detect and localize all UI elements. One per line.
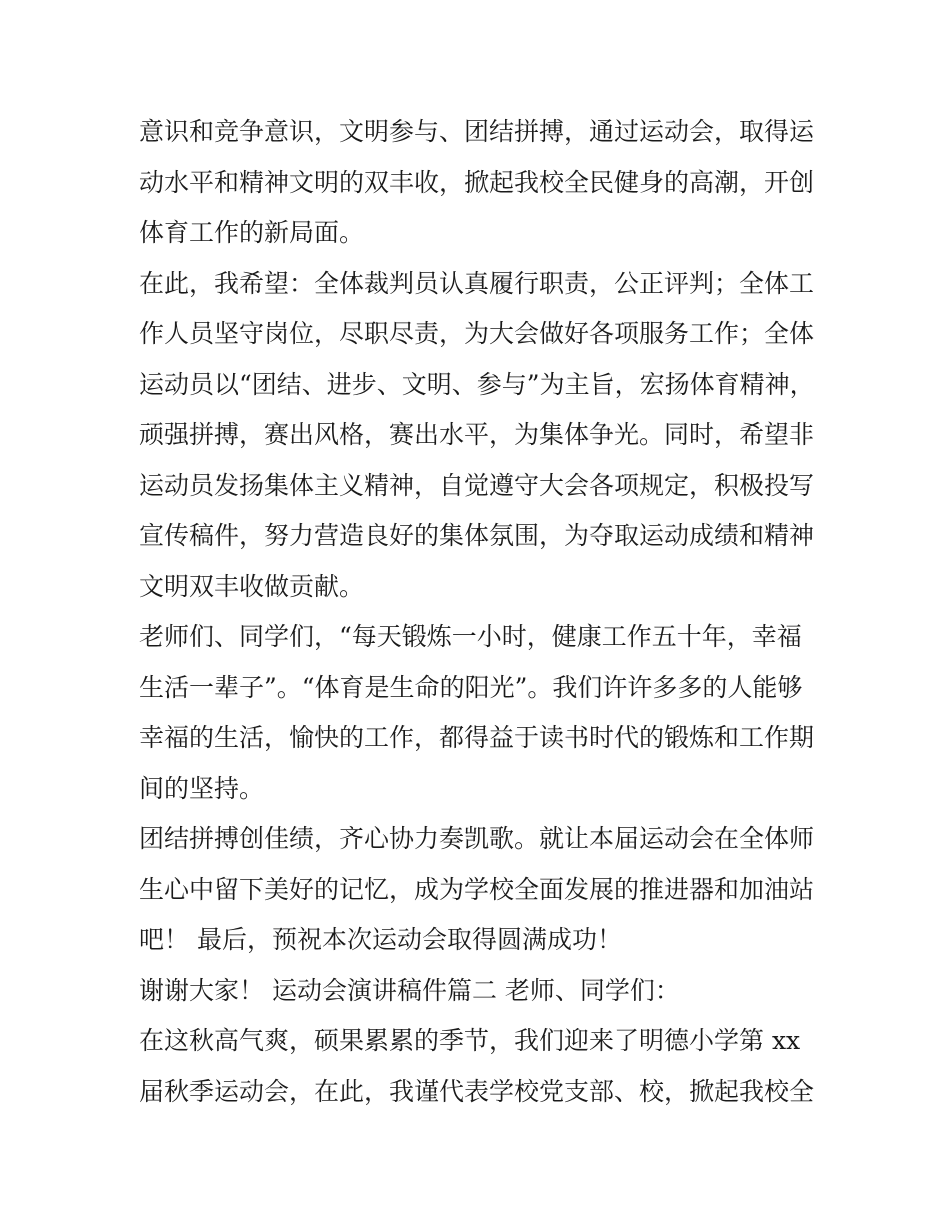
text-line: 文明双丰收做贡献。: [139, 571, 365, 601]
text-line: 间的坚持。: [139, 773, 265, 803]
text-line: 动水平和精神文明的双丰收，掀起我校全民健身的高潮，开创: [139, 167, 815, 197]
text-line: 在这秋高气爽，硕果累累的季节，我们迎来了明德小学第 xx: [139, 1026, 801, 1055]
text-line: 顽强拼搏，赛出风格，赛出水平，为集体争光。同时，希望非: [139, 420, 815, 449]
text-line: 幸福的生活，愉快的工作，都得益于读书时代的锻炼和工作期: [139, 723, 815, 752]
text-line: 吧！ 最后，预祝本次运动会取得圆满成功！: [139, 925, 622, 954]
text-line: 老师们、同学们，“每天锻炼一小时，健康工作五十年，幸福: [139, 622, 802, 651]
document-body: [139, 107, 819, 1117]
text-line: 意识和竞争意识，文明参与、团结拼搏，通过运动会，取得运: [139, 117, 815, 146]
text-line: 谢谢大家！ 运动会演讲稿件篇二 老师、同学们：: [139, 975, 680, 1005]
text-line: 体育工作的新局面。: [139, 218, 365, 247]
text-line: 生活一辈子”。“体育是生命的阳光”。我们许许多多的人能够: [139, 672, 803, 702]
text-line: 作人员坚守岗位，尽职尽责，为大会做好各项服务工作；全体: [139, 319, 815, 348]
text-line: 在此，我希望：全体裁判员认真履行职责，公正评判；全体工: [139, 268, 815, 298]
text-line: 团结拼搏创佳绩，齐心协力奏凯歌。就让本届运动会在全体师: [139, 824, 815, 853]
text-line: 生心中留下美好的记忆，成为学校全面发展的推进器和加油站: [139, 874, 815, 904]
text-line: 宣传稿件，努力营造良好的集体氛围，为夺取运动成绩和精神: [139, 521, 815, 550]
text-line: 运动员以“团结、进步、文明、参与”为主旨，宏扬体育精神，: [139, 369, 815, 399]
text-line: 运动员发扬集体主义精神，自觉遵守大会各项规定，积极投写: [139, 470, 815, 500]
text-line: 届秋季运动会，在此，我谨代表学校党支部、校，掀起我校全: [139, 1076, 815, 1106]
